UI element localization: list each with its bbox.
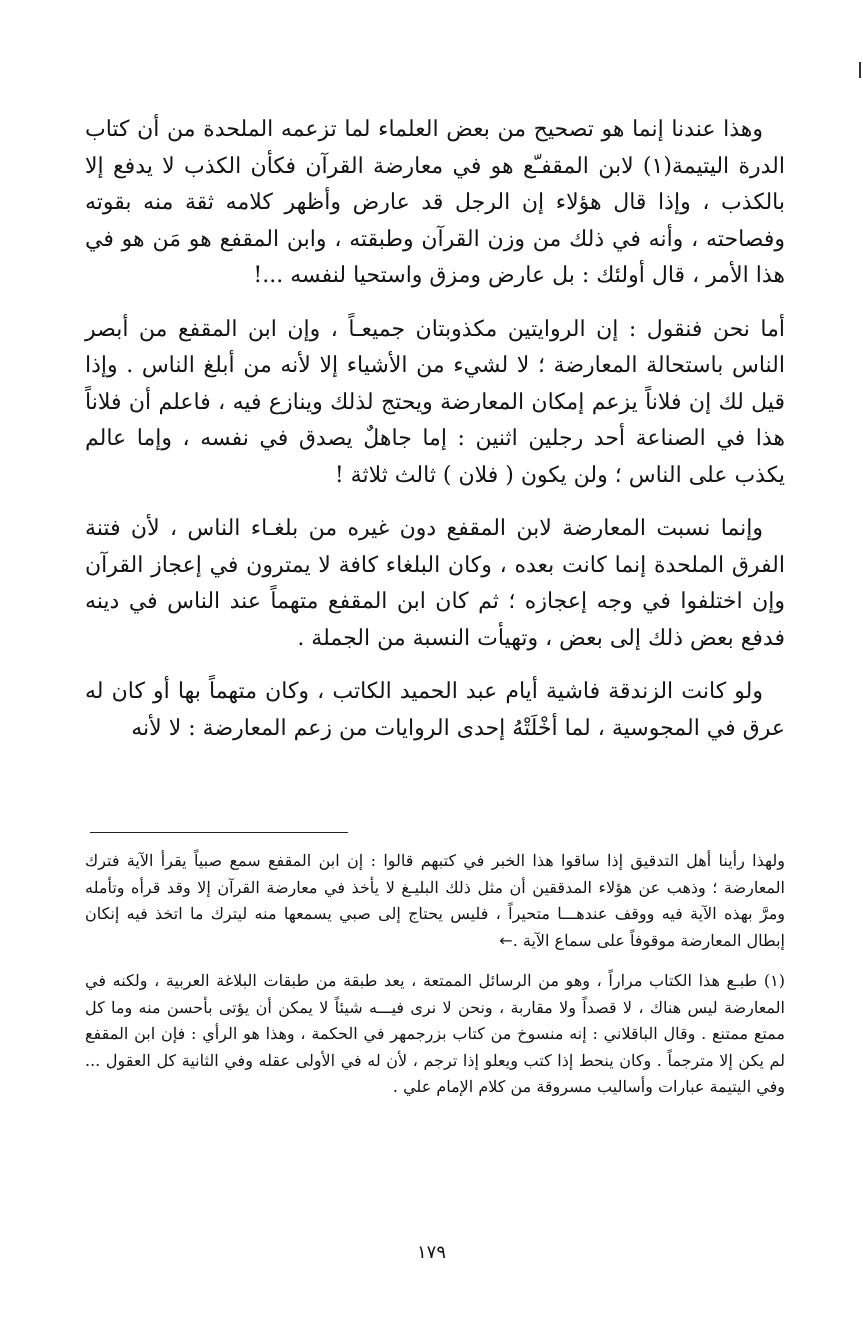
body-paragraph-1 [85, 112, 785, 295]
page-edge-mark [859, 62, 861, 78]
body-paragraph-1-text: وهذا عندنا إنما هو تصحيح من بعض العلماء لما تزعمه الملحدة من أن كتاب الدرة اليتيمة(١) لابن المقفـّع هو في معارضة القرآن فكأن الكذب لا يدفع إلا بالكذب ، وإذا قال هؤلاء إن الرجل قد عارض وأظهر كلامه ثقة منه بقوته وفصاحته ، وأنه في ذلك من وزن القرآن وطبقته ، وابن المقفع هو مَن هو في هذا الأمر ، قال أولئك : بل عارض ومزق واستحيا لنفسه ...! [85, 117, 785, 288]
footnote-1-text: (١) طبـع هذا الكتاب مراراً ، وهو من الرسائل الممتعة ، يعد طبقة من طبقات البلاغة العربية ، ولكنه في المعارضة ليس هناك ، لا قصداً ولا مقاربة ، ونحن لا نرى فيـــه شيئاً لا يمكن أن يؤتى بأحسن منه وما كل ممتع ممتنع . وقال الباقلاني : إنه منسوخ من كتاب بزرجمهر في الحكمة ، وهذا هو الرأي : فإن ابن المقفع لم يكن إلا مترجماً . وكان ينحط إذا كتب ويعلو إذا ترجم ، لأن له في الأولى عقله وفي الثانية كل العقول ... وفي اليتيمة عبارات وأساليب مسروقة من كلام الإمام علي . [85, 971, 786, 1096]
body-paragraph-4-text: ولو كانت الزندقة فاشية أيام عبد الحميد الكاتب ، وكان متهماً بها أو كان له عرق في المجوسية ، لما أخْلَتْهُ إحدى الروايات من زعم المعارضة : لا لأنه [85, 679, 785, 741]
page-number: ١٧٩ [416, 1242, 446, 1263]
body-paragraph-4 [85, 674, 785, 747]
footnote-continuation [85, 848, 785, 954]
body-paragraph-3 [85, 511, 785, 657]
body-paragraph-2-text: أما نحن فنقول : إن الروايتين مكذوبتان جميعـاً ، وإن ابن المقفع من أبصر الناس باستحالة المعارضة ؛ لا لشيء من الأشياء إلا لأنه من أبلغ الناس . وإذا قيل لك إن فلاناً يزعم إمكان المعارضة ويحتج لذلك وينازع فيه ، فاعلم أن فلاناً هذا في الصناعة أحد رجلين اثنين : إما جاهلٌ يصدق في نفسه ، وإما عالم يكذب على الناس ؛ ولن يكون ( فلان ) ثالث ثلاثة ! [85, 316, 785, 488]
footnote-1 [85, 968, 785, 1101]
footnote-separator [90, 832, 348, 833]
footnotes-section [85, 848, 785, 1115]
main-body-text [85, 112, 785, 764]
continuation-arrow-icon: ← [499, 930, 513, 950]
body-paragraph-2 [85, 312, 785, 495]
footnote-continuation-text: ولهذا رأينا أهل التدقيق إذا ساقوا هذا الخبر في كتبهم قالوا : إن ابن المقفع سمع صبياً يقرأ الآية فترك المعارضة ؛ وذهب عن هؤلاء المدققين أن مثل ذلك البليـغ لا يأخذ في معارضة القرآن إلا وقد قرأه وتأمله ومرَّ بهذه الآية فيه ووقف عندهـــا متحيراً ، فليس يحتاج إلى صبي يسمعها منه ليترك ما اتخذ فيه إنكان إبطال المعارضة موقوفاً على سماع الآية . [85, 851, 786, 950]
body-paragraph-3-text: وإنما نسبت المعارضة لابن المقفع دون غيره من بلغـاء الناس ، لأن فتنة الفرق الملحدة إنما كانت بعده ، وكان البلغاء كافة لا يمترون في إعجاز القرآن وإن اختلفوا في وجه إعجازه ؛ ثم كان ابن المقفع متهماً عند الناس في دينه فدفع بعض ذلك إلى بعض ، وتهيأت النسبة من الجملة . [85, 516, 785, 651]
